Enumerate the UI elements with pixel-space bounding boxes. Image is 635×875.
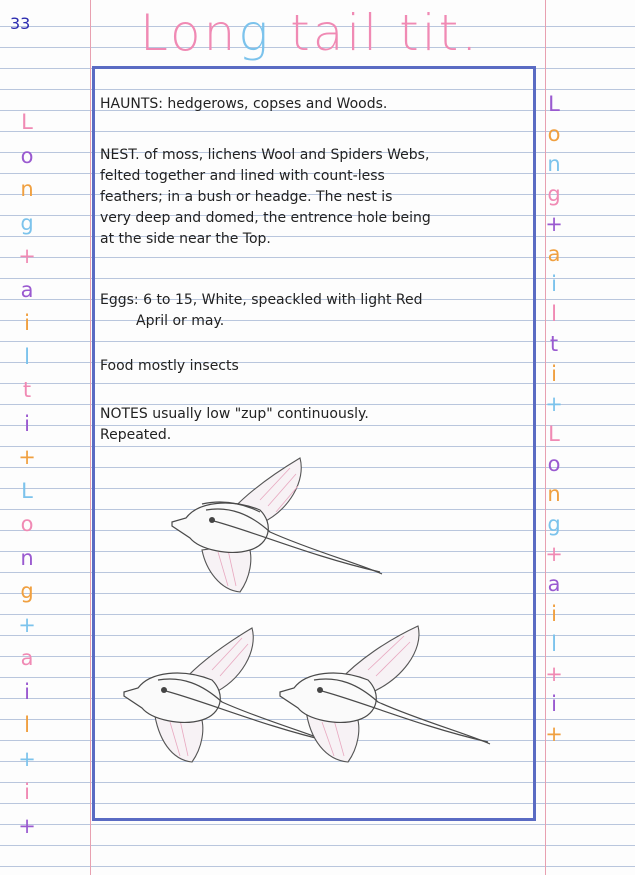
- margin-letter: a: [20, 277, 34, 302]
- margin-letter: L: [548, 422, 560, 446]
- margin-letter: +: [18, 746, 36, 771]
- margin-letter: l: [24, 713, 30, 737]
- margin-letter: i: [24, 679, 30, 704]
- margin-letter: i: [24, 411, 30, 436]
- margin-letter: l: [551, 632, 557, 656]
- margin-letter: i: [551, 272, 557, 296]
- margin-letter: t: [549, 332, 559, 356]
- margin-letter: o: [20, 143, 34, 168]
- food-note: [100, 356, 532, 377]
- eggs-note: [100, 290, 532, 332]
- haunts-note: [100, 94, 532, 115]
- nest-line: NEST. of moss, lichens Wool and Spiders Webs,: [100, 147, 430, 163]
- margin-letter: +: [18, 612, 36, 637]
- margin-letter: +: [545, 212, 563, 236]
- margin-letter: L: [548, 92, 560, 116]
- margin-letter: g: [20, 210, 34, 235]
- margin-letter: n: [547, 482, 561, 506]
- title-part-3: tail tit.: [271, 4, 481, 62]
- notes-line: NOTES usually low "zup" continuously.: [100, 406, 369, 422]
- haunts-line: HAUNTS: hedgerows, copses and Woods.: [100, 96, 388, 112]
- margin-letter: g: [20, 579, 34, 603]
- margin-letter: a: [20, 646, 34, 670]
- margin-letter: +: [18, 244, 36, 268]
- margin-letter: t: [22, 378, 32, 402]
- margin-letter: +: [545, 392, 563, 416]
- title-part-1: Lon: [140, 4, 239, 62]
- margin-letter: i: [551, 602, 557, 626]
- margin-letter: n: [20, 545, 34, 570]
- margin-letter: g: [547, 182, 561, 206]
- margin-letter: l: [551, 302, 557, 326]
- page-number: 33: [10, 14, 31, 33]
- title-part-2: g: [238, 4, 272, 62]
- margin-letter: a: [547, 242, 561, 266]
- nest-note: [100, 145, 532, 250]
- page-title: [140, 4, 480, 62]
- margin-line-left: [90, 0, 91, 875]
- bird-sketch: [280, 626, 490, 762]
- margin-letter: L: [21, 110, 33, 134]
- nest-line: very deep and domed, the entrence hole being: [100, 210, 431, 226]
- margin-letter: o: [547, 452, 561, 476]
- margin-letter: o: [547, 122, 561, 146]
- margin-letter: i: [24, 780, 30, 804]
- margin-letter: n: [547, 152, 561, 176]
- eggs-line: Eggs: 6 to 15, White, speackled with light Red: [100, 292, 423, 308]
- margin-letter: n: [20, 177, 34, 201]
- bird-sketch: [172, 458, 382, 592]
- margin-letter: +: [545, 662, 563, 686]
- margin-letter: +: [18, 445, 36, 469]
- long-tailed-tit-sketches: [110, 440, 530, 770]
- margin-letter: +: [18, 813, 36, 838]
- margin-letter: g: [547, 512, 561, 536]
- nest-line: feathers; in a bush or headge. The nest is: [100, 189, 393, 205]
- margin-letter: a: [547, 572, 561, 596]
- margin-letter: +: [545, 542, 563, 566]
- notes-line: Repeated.: [100, 427, 172, 443]
- food-line: Food mostly insects: [100, 358, 239, 374]
- margin-letter: i: [24, 311, 30, 335]
- margin-letter: l: [24, 344, 30, 369]
- margin-letter: o: [20, 512, 34, 536]
- margin-letter: i: [551, 692, 557, 716]
- eggs-line: April or may.: [136, 313, 225, 329]
- nest-line: felted together and lined with count-less: [100, 168, 385, 184]
- margin-letter: i: [551, 362, 557, 386]
- nest-line: at the side near the Top.: [100, 231, 271, 247]
- margin-letter: +: [545, 722, 563, 746]
- margin-letter: L: [21, 478, 33, 503]
